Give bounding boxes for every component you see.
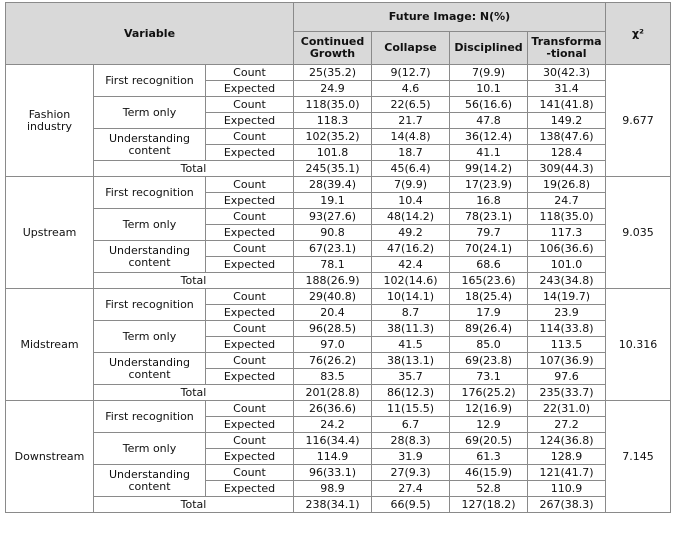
value-cell: 47.8	[450, 113, 528, 129]
value-cell: 10(14.1)	[372, 289, 450, 305]
value-cell: 107(36.9)	[528, 353, 606, 369]
value-cell: 47(16.2)	[372, 241, 450, 257]
value-cell: 16.8	[450, 193, 528, 209]
total-row	[6, 273, 671, 289]
table-row	[6, 97, 671, 113]
value-cell: 27.2	[528, 417, 606, 433]
value-cell: 118(35.0)	[528, 209, 606, 225]
value-cell: 90.8	[294, 225, 372, 241]
total-row	[6, 385, 671, 401]
value-cell: 31.9	[372, 449, 450, 465]
value-cell: 93(27.6)	[294, 209, 372, 225]
value-cell: 114.9	[294, 449, 372, 465]
total-cell: 86(12.3)	[372, 385, 450, 401]
value-cell: 56(16.6)	[450, 97, 528, 113]
value-cell: 124(36.8)	[528, 433, 606, 449]
table-row	[6, 321, 671, 337]
table-row	[6, 289, 671, 305]
group-label-term-only: Term only	[94, 209, 206, 241]
chi-square-value: 9.035	[606, 177, 671, 289]
value-cell: 121(41.7)	[528, 465, 606, 481]
total-cell: 165(23.6)	[450, 273, 528, 289]
value-cell: 17(23.9)	[450, 177, 528, 193]
chi-square-value: 9.677	[606, 65, 671, 177]
total-cell: 309(44.3)	[528, 161, 606, 177]
value-cell: 96(28.5)	[294, 321, 372, 337]
value-cell: 128.9	[528, 449, 606, 465]
value-cell: 98.9	[294, 481, 372, 497]
table-row	[6, 129, 671, 145]
row-type-count: Count	[206, 353, 294, 369]
row-type-expected: Expected	[206, 81, 294, 97]
value-cell: 10.4	[372, 193, 450, 209]
section-label: Midstream	[6, 289, 94, 401]
total-label: Total	[94, 273, 294, 289]
value-cell: 141(41.8)	[528, 97, 606, 113]
table-row	[6, 209, 671, 225]
total-label: Total	[94, 161, 294, 177]
group-label-first-recognition: First recognition	[94, 289, 206, 321]
row-type-expected: Expected	[206, 113, 294, 129]
row-type-count: Count	[206, 465, 294, 481]
row-type-expected: Expected	[206, 257, 294, 273]
row-type-count: Count	[206, 209, 294, 225]
value-cell: 117.3	[528, 225, 606, 241]
total-row	[6, 497, 671, 513]
value-cell: 18(25.4)	[450, 289, 528, 305]
value-cell: 76(26.2)	[294, 353, 372, 369]
group-label-first-recognition: First recognition	[94, 401, 206, 433]
col-header-disciplined: Disciplined	[450, 32, 528, 65]
chi-square-header: χ²	[606, 3, 671, 65]
value-cell: 114(33.8)	[528, 321, 606, 337]
value-cell: 52.8	[450, 481, 528, 497]
total-row	[6, 161, 671, 177]
group-label-first-recognition: First recognition	[94, 65, 206, 97]
value-cell: 10.1	[450, 81, 528, 97]
group-label-understanding-content: Understanding content	[94, 241, 206, 273]
value-cell: 83.5	[294, 369, 372, 385]
value-cell: 38(13.1)	[372, 353, 450, 369]
value-cell: 128.4	[528, 145, 606, 161]
row-type-expected: Expected	[206, 193, 294, 209]
value-cell: 118.3	[294, 113, 372, 129]
value-cell: 28(8.3)	[372, 433, 450, 449]
section-label: Downstream	[6, 401, 94, 513]
row-type-count: Count	[206, 129, 294, 145]
row-type-count: Count	[206, 401, 294, 417]
value-cell: 31.4	[528, 81, 606, 97]
row-type-count: Count	[206, 177, 294, 193]
value-cell: 21.7	[372, 113, 450, 129]
table-row	[6, 433, 671, 449]
group-label-understanding-content: Understanding content	[94, 353, 206, 385]
total-cell: 102(14.6)	[372, 273, 450, 289]
value-cell: 27.4	[372, 481, 450, 497]
value-cell: 24.7	[528, 193, 606, 209]
value-cell: 41.5	[372, 337, 450, 353]
group-label-understanding-content: Understanding content	[94, 465, 206, 497]
row-type-count: Count	[206, 241, 294, 257]
row-type-expected: Expected	[206, 305, 294, 321]
group-label-term-only: Term only	[94, 321, 206, 353]
row-type-expected: Expected	[206, 481, 294, 497]
table-row	[6, 401, 671, 417]
value-cell: 101.0	[528, 257, 606, 273]
value-cell: 19(26.8)	[528, 177, 606, 193]
value-cell: 67(23.1)	[294, 241, 372, 257]
value-cell: 69(23.8)	[450, 353, 528, 369]
total-label: Total	[94, 497, 294, 513]
value-cell: 28(39.4)	[294, 177, 372, 193]
value-cell: 19.1	[294, 193, 372, 209]
value-cell: 41.1	[450, 145, 528, 161]
row-type-expected: Expected	[206, 337, 294, 353]
value-cell: 97.6	[528, 369, 606, 385]
value-cell: 78.1	[294, 257, 372, 273]
table-row	[6, 177, 671, 193]
value-cell: 24.9	[294, 81, 372, 97]
value-cell: 14(19.7)	[528, 289, 606, 305]
value-cell: 36(12.4)	[450, 129, 528, 145]
value-cell: 17.9	[450, 305, 528, 321]
chi-square-value: 7.145	[606, 401, 671, 513]
section-label: Fashion industry	[6, 65, 94, 177]
value-cell: 78(23.1)	[450, 209, 528, 225]
value-cell: 89(26.4)	[450, 321, 528, 337]
total-cell: 127(18.2)	[450, 497, 528, 513]
row-type-expected: Expected	[206, 369, 294, 385]
future-image-header: Future Image: N(%)	[294, 3, 606, 32]
value-cell: 22(31.0)	[528, 401, 606, 417]
value-cell: 4.6	[372, 81, 450, 97]
col-header-transformational: Transforma -tional	[528, 32, 606, 65]
value-cell: 70(24.1)	[450, 241, 528, 257]
value-cell: 25(35.2)	[294, 65, 372, 81]
group-label-understanding-content: Understanding content	[94, 129, 206, 161]
section-label: Upstream	[6, 177, 94, 289]
value-cell: 96(33.1)	[294, 465, 372, 481]
row-type-count: Count	[206, 65, 294, 81]
value-cell: 79.7	[450, 225, 528, 241]
group-label-first-recognition: First recognition	[94, 177, 206, 209]
value-cell: 24.2	[294, 417, 372, 433]
value-cell: 61.3	[450, 449, 528, 465]
value-cell: 20.4	[294, 305, 372, 321]
value-cell: 101.8	[294, 145, 372, 161]
value-cell: 85.0	[450, 337, 528, 353]
total-cell: 201(28.8)	[294, 385, 372, 401]
value-cell: 7(9.9)	[372, 177, 450, 193]
value-cell: 48(14.2)	[372, 209, 450, 225]
total-label: Total	[94, 385, 294, 401]
value-cell: 11(15.5)	[372, 401, 450, 417]
value-cell: 9(12.7)	[372, 65, 450, 81]
value-cell: 14(4.8)	[372, 129, 450, 145]
value-cell: 149.2	[528, 113, 606, 129]
variable-header: Variable	[6, 3, 294, 65]
total-cell: 45(6.4)	[372, 161, 450, 177]
row-type-count: Count	[206, 289, 294, 305]
value-cell: 22(6.5)	[372, 97, 450, 113]
total-cell: 238(34.1)	[294, 497, 372, 513]
value-cell: 46(15.9)	[450, 465, 528, 481]
total-cell: 267(38.3)	[528, 497, 606, 513]
table-body	[6, 65, 671, 513]
row-type-expected: Expected	[206, 449, 294, 465]
value-cell: 12.9	[450, 417, 528, 433]
value-cell: 49.2	[372, 225, 450, 241]
table-row	[6, 65, 671, 81]
value-cell: 12(16.9)	[450, 401, 528, 417]
value-cell: 97.0	[294, 337, 372, 353]
row-type-count: Count	[206, 321, 294, 337]
total-cell: 235(33.7)	[528, 385, 606, 401]
total-cell: 99(14.2)	[450, 161, 528, 177]
value-cell: 30(42.3)	[528, 65, 606, 81]
data-table	[5, 2, 671, 513]
row-type-expected: Expected	[206, 145, 294, 161]
value-cell: 68.6	[450, 257, 528, 273]
table-row	[6, 241, 671, 257]
chi-square-value: 10.316	[606, 289, 671, 401]
table-row	[6, 353, 671, 369]
value-cell: 106(36.6)	[528, 241, 606, 257]
value-cell: 29(40.8)	[294, 289, 372, 305]
total-cell: 176(25.2)	[450, 385, 528, 401]
group-label-term-only: Term only	[94, 433, 206, 465]
total-cell: 245(35.1)	[294, 161, 372, 177]
value-cell: 8.7	[372, 305, 450, 321]
value-cell: 42.4	[372, 257, 450, 273]
value-cell: 73.1	[450, 369, 528, 385]
row-type-count: Count	[206, 97, 294, 113]
value-cell: 116(34.4)	[294, 433, 372, 449]
row-type-expected: Expected	[206, 417, 294, 433]
row-type-count: Count	[206, 433, 294, 449]
value-cell: 138(47.6)	[528, 129, 606, 145]
value-cell: 6.7	[372, 417, 450, 433]
value-cell: 118(35.0)	[294, 97, 372, 113]
total-cell: 66(9.5)	[372, 497, 450, 513]
value-cell: 38(11.3)	[372, 321, 450, 337]
value-cell: 26(36.6)	[294, 401, 372, 417]
table-row	[6, 465, 671, 481]
value-cell: 110.9	[528, 481, 606, 497]
value-cell: 23.9	[528, 305, 606, 321]
col-header-continued-growth: Continued Growth	[294, 32, 372, 65]
value-cell: 7(9.9)	[450, 65, 528, 81]
row-type-expected: Expected	[206, 225, 294, 241]
value-cell: 102(35.2)	[294, 129, 372, 145]
total-cell: 243(34.8)	[528, 273, 606, 289]
value-cell: 27(9.3)	[372, 465, 450, 481]
value-cell: 35.7	[372, 369, 450, 385]
value-cell: 18.7	[372, 145, 450, 161]
total-cell: 188(26.9)	[294, 273, 372, 289]
value-cell: 113.5	[528, 337, 606, 353]
group-label-term-only: Term only	[94, 97, 206, 129]
value-cell: 69(20.5)	[450, 433, 528, 449]
col-header-collapse: Collapse	[372, 32, 450, 65]
